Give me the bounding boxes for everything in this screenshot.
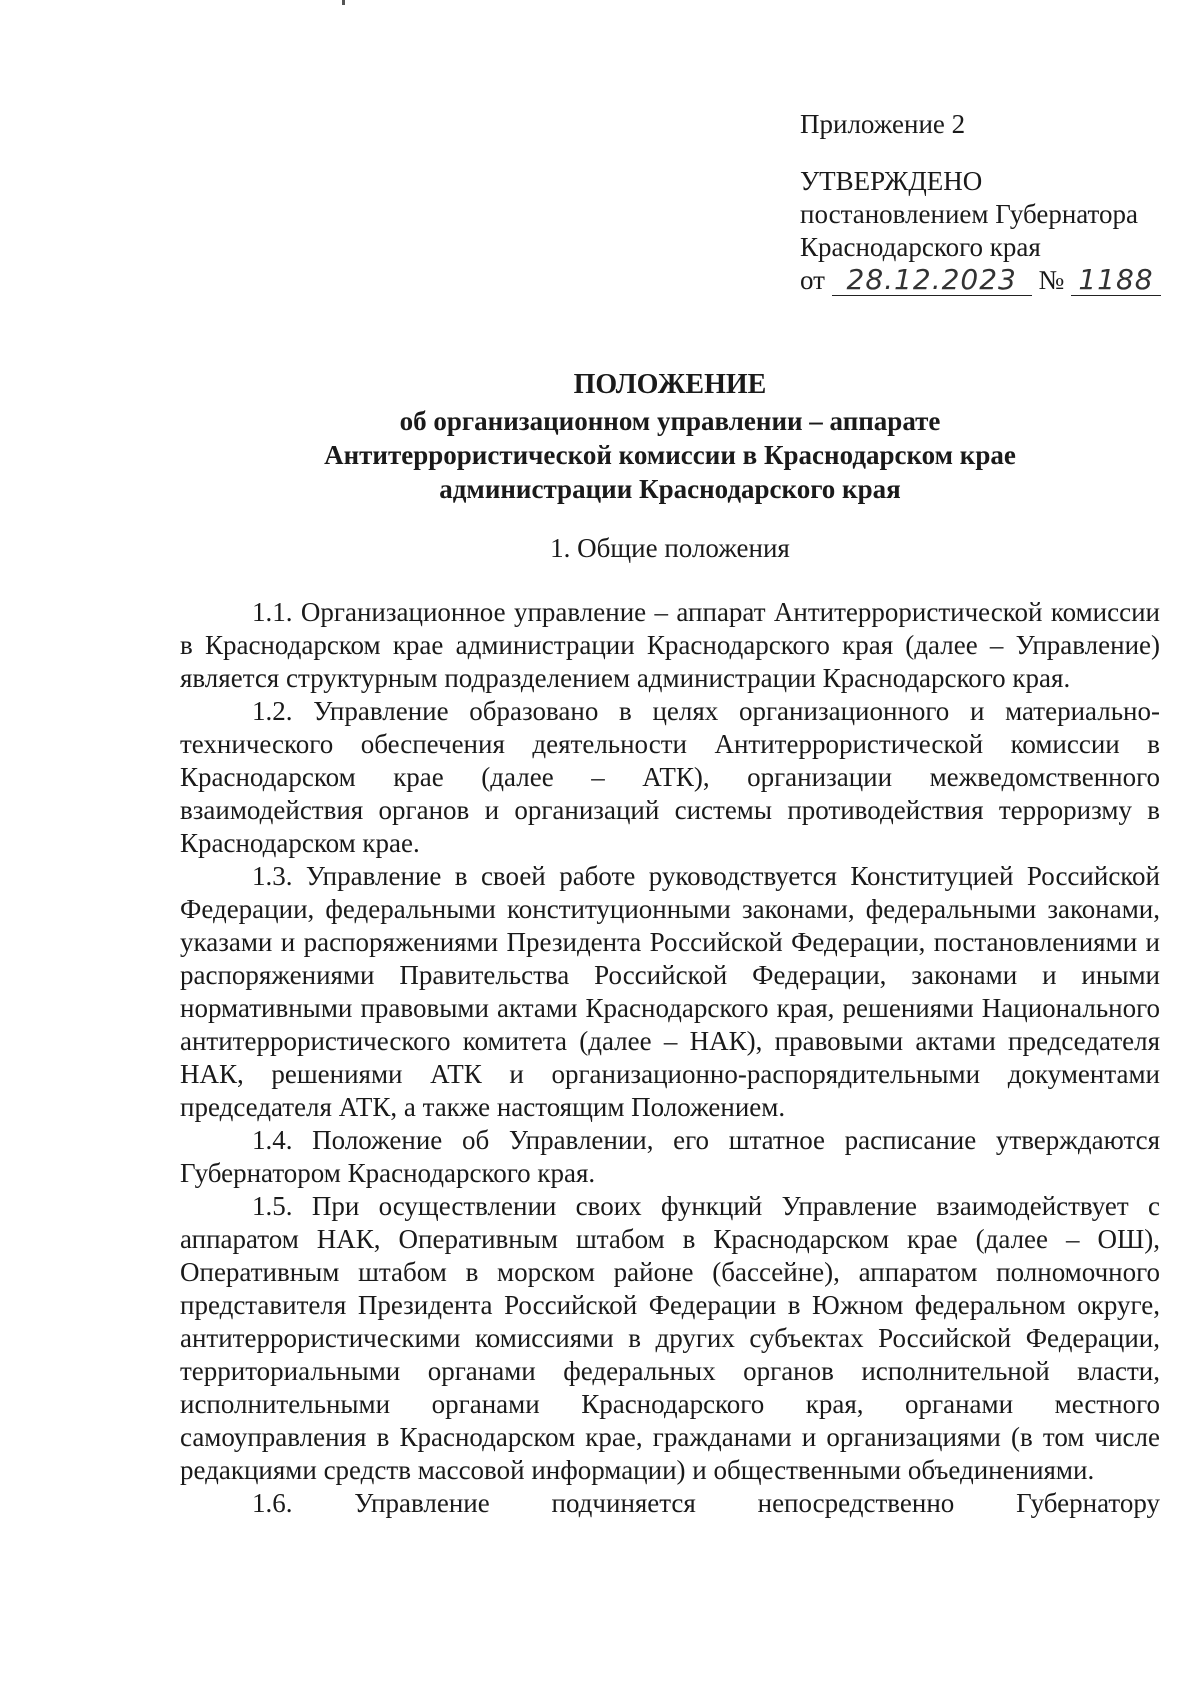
annex-label: Приложение 2 (800, 109, 966, 139)
title-line-3: администрации Краснодарского края (439, 474, 901, 504)
document-title (180, 368, 1160, 506)
title-line-2: Антитеррористической комиссии в Краснодарском крае (324, 440, 1016, 470)
body-text (180, 596, 1160, 1520)
approved-label: УТВЕРЖДЕНО (800, 166, 983, 196)
paragraph-1-5: 1.5. При осуществлении своих функций Управление взаимодействует с аппаратом НАК, Оперативным штабом в Краснодарском крае (далее – ОШ), Оперативным штабом в морском районе (бассейне), аппаратом полномочного представителя Президента Российской Федерации в Южном федеральном округе, антитеррористическими комиссиями в других субъектах Российской Федерации, территориальными органами федеральных органов исполнительной власти, исполнительными органами Краснодарского края, органами местного самоуправления в Краснодарском крае, гражданами и организациями (в том числе редакциями средств массовой информации) и общественными объединениями. (180, 1191, 1160, 1485)
section-heading: 1. Общие положения (550, 533, 790, 563)
paragraph-1-1: 1.1. Организационное управление – аппарат Антитеррористической комиссии в Краснодарском крае администрации Краснодарского края (далее – Управление) является структурным подразделением администрации Краснодарского края. (180, 597, 1160, 693)
paragraph-1-3: 1.3. Управление в своей работе руководствуется Конституцией Российской Федерации, федеральными конституционными законами, федеральными законами, указами и распоряжениями Президента Российской Федерации, постановлениями и распоряжениями Правительства Российской Федерации, законами и иными нормативными правовыми актами Краснодарского края, решениями Национального антитеррористического комитета (далее – НАК), правовыми актами председателя НАК, решениями АТК и организационно-распорядительными документами председателя АТК, а также настоящим Положением. (180, 861, 1160, 1122)
approval-date-line (800, 264, 1180, 297)
paragraph-1-4: 1.4. Положение об Управлении, его штатное расписание утверждаются Губернатором Краснодарского края. (180, 1125, 1160, 1188)
paragraph-1-6: 1.6. Управление подчиняется непосредственно Губернатору (252, 1488, 1160, 1518)
title-line-1: об организационном управлении – аппарате (399, 406, 941, 436)
approval-block (800, 108, 1180, 297)
title-main: ПОЛОЖЕНИЕ (573, 369, 767, 400)
number-label: № (1038, 265, 1065, 295)
from-label: от (800, 265, 825, 295)
approval-line-1: постановлением Губернатора (800, 199, 1138, 229)
paragraph-1-2: 1.2. Управление образовано в целях организационного и материально-технического обеспечения деятельности Антитеррористической комиссии в Краснодарском крае (далее – АТК), организации межведомственного взаимодействия органов и организаций системы противодействия терроризму в Краснодарском крае. (180, 696, 1160, 858)
scan-mark (342, 0, 345, 5)
handwritten-number: 1188 (1071, 265, 1161, 296)
handwritten-date: 28.12.2023 (832, 265, 1032, 296)
approval-line-2: Краснодарского края (800, 232, 1041, 262)
